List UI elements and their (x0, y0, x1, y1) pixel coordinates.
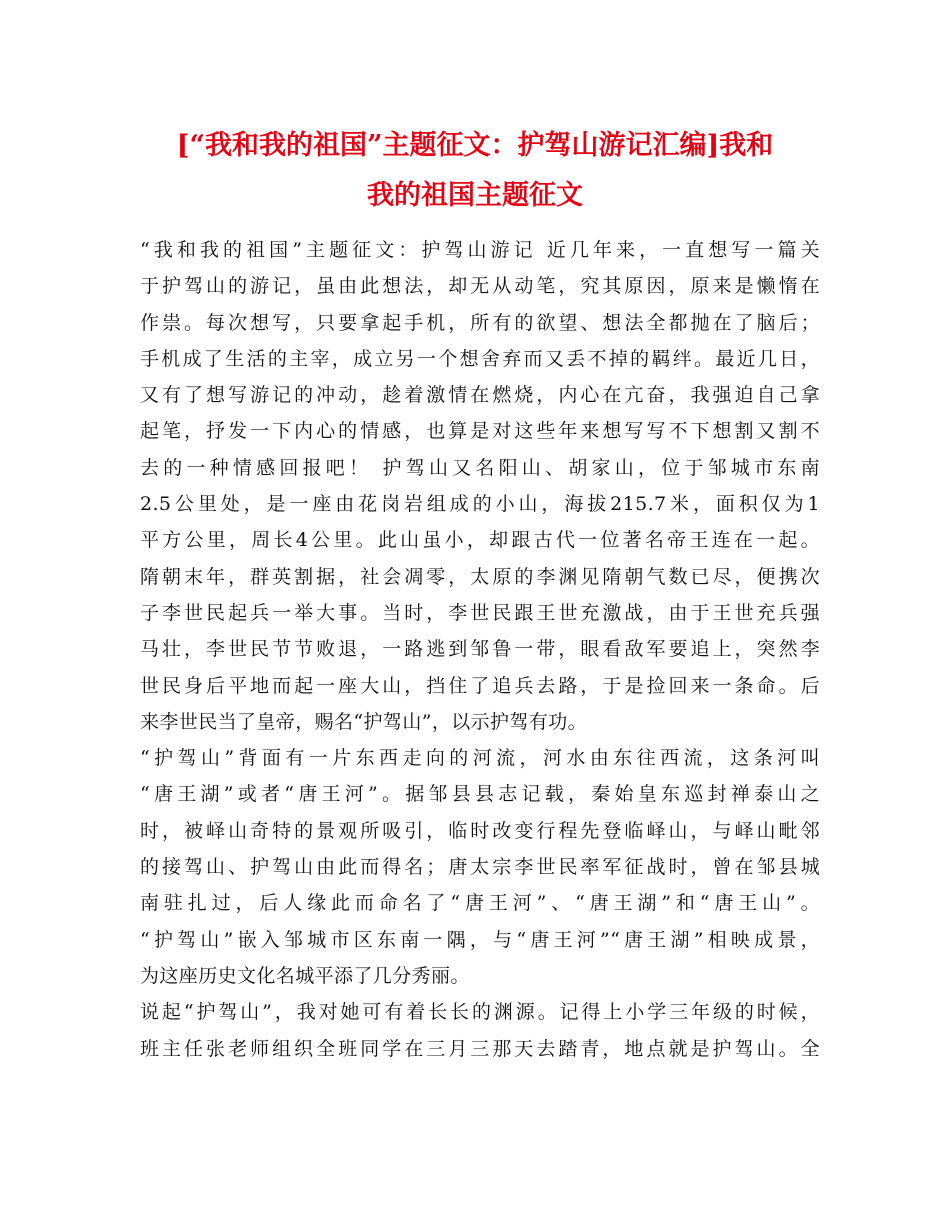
body-text (140, 232, 820, 1067)
body-line: 平方公里，周长4公里。此山虽小，却跟古代一位著名帝王连在一起。 (140, 529, 820, 552)
body-line: “唐王湖”或者“唐王河”。据邹县县志记载，秦始皇东巡封禅泰山之 (140, 783, 820, 806)
title-line-2: 我的祖国主题征文 (367, 180, 583, 211)
title-line-1: [“我和我的祖国”主题征文：护驾山游记汇编]我和 (176, 130, 774, 161)
body-line: 去的一种情感回报吧！ 护驾山又名阳山、胡家山，位于邹城市东南 (140, 456, 820, 479)
body-line: 子李世民起兵一举大事。当时，李世民跟王世充激战，由于王世充兵强 (140, 601, 820, 624)
body-line: 来李世民当了皇帝，赐名“护驾山”，以示护驾有功。 (140, 710, 588, 733)
body-line: 南驻扎过，后人缘此而命名了“唐王河”、“唐王湖”和“唐王山”。 (140, 892, 820, 915)
body-line: 时，被峄山奇特的景观所吸引，临时改变行程先登临峄山，与峄山毗邻 (140, 819, 820, 842)
body-line: 说起“护驾山”，我对她可有着长长的渊源。记得上小学三年级的时候， (140, 1001, 820, 1024)
body-line: 班主任张老师组织全班同学在三月三那天去踏青，地点就是护驾山。全 (140, 1037, 820, 1060)
body-line: “我和我的祖国”主题征文：护驾山游记 近几年来，一直想写一篇关 (140, 239, 820, 261)
body-line: “护驾山”嵌入邹城市区东南一隅，与“唐王河”“唐王湖”相映成景， (140, 928, 820, 951)
body-line: 于护驾山的游记，虽由此想法，却无从动笔，究其原因，原来是懒惰在 (140, 275, 820, 298)
body-line: 隋朝末年，群英割据，社会凋零，太原的李渊见隋朝气数已尽，便携次 (140, 565, 820, 588)
body-line: 起笔，抒发一下内心的情感，也算是对这些年来想写写不下想割又割不 (140, 420, 820, 443)
body-line: 手机成了生活的主宰，成立另一个想舍弃而又丢不掉的羁绊。最近几日， (140, 347, 820, 370)
body-line: 马壮，李世民节节败退，一路逃到邹鲁一带，眼看敌军要追上，突然李 (140, 638, 820, 661)
body-line: 为这座历史文化名城平添了几分秀丽。 (140, 964, 470, 987)
body-line: “护驾山”背面有一片东西走向的河流，河水由东往西流，这条河叫 (140, 747, 820, 770)
body-line: 世民身后平地而起一座大山，挡住了追兵去路，于是捡回来一条命。后 (140, 674, 820, 697)
body-line: 又有了想写游记的冲动，趁着激情在燃烧，内心在亢奋，我强迫自己拿 (140, 384, 820, 407)
body-line: 的接驾山、护驾山由此而得名；唐太宗李世民率军征战时，曾在邹县城 (140, 856, 820, 879)
body-line: 2.5公里处，是一座由花岗岩组成的小山，海拔215.7米，面积仅为1 (140, 493, 820, 516)
body-line: 作祟。每次想写，只要拿起手机，所有的欲望、想法全都抛在了脑后； (140, 311, 820, 334)
